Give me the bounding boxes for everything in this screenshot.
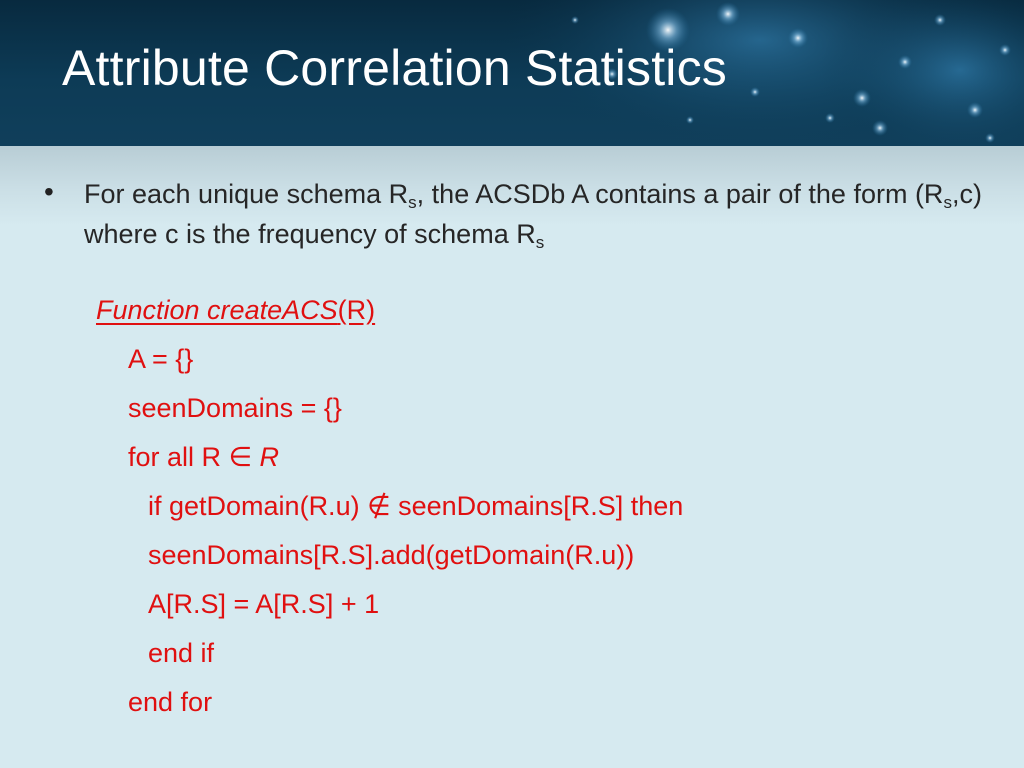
bullet-text-part: , the ACSDb A contains a pair of the form (R [416,179,944,209]
code-line: seenDomains = {} [128,393,342,423]
not-element-of-symbol: ∉ [367,491,391,521]
code-line: end if [148,638,215,668]
bullet-text-part: For each unique schema R [84,179,409,209]
for-prefix: for all R ∈ [128,442,260,472]
bullet-icon: • [44,176,54,207]
code-line-for [96,433,683,482]
if-suffix: seenDomains[R.S] then [390,491,684,521]
subscript: s [943,193,952,212]
for-set: R [259,442,280,472]
bullet-text-part: ,c) where c is the frequency of schema R [84,179,982,249]
code-line: end for [128,687,213,717]
function-name: Function createACS [96,295,338,325]
slide-title: Attribute Correlation Statistics [62,40,727,96]
code-line-if [96,482,683,531]
code-line: A = {} [128,344,194,374]
subscript: s [408,193,417,212]
bullet-text [84,174,1004,254]
code-line: seenDomains[R.S].add(getDomain(R.u)) [148,540,635,570]
if-prefix: if getDomain(R.u) [148,491,368,521]
function-arg: (R) [337,295,376,325]
function-signature [96,286,683,335]
subscript: s [535,233,545,252]
code-line: A[R.S] = A[R.S] + 1 [148,589,380,619]
pseudocode-block [96,286,683,727]
